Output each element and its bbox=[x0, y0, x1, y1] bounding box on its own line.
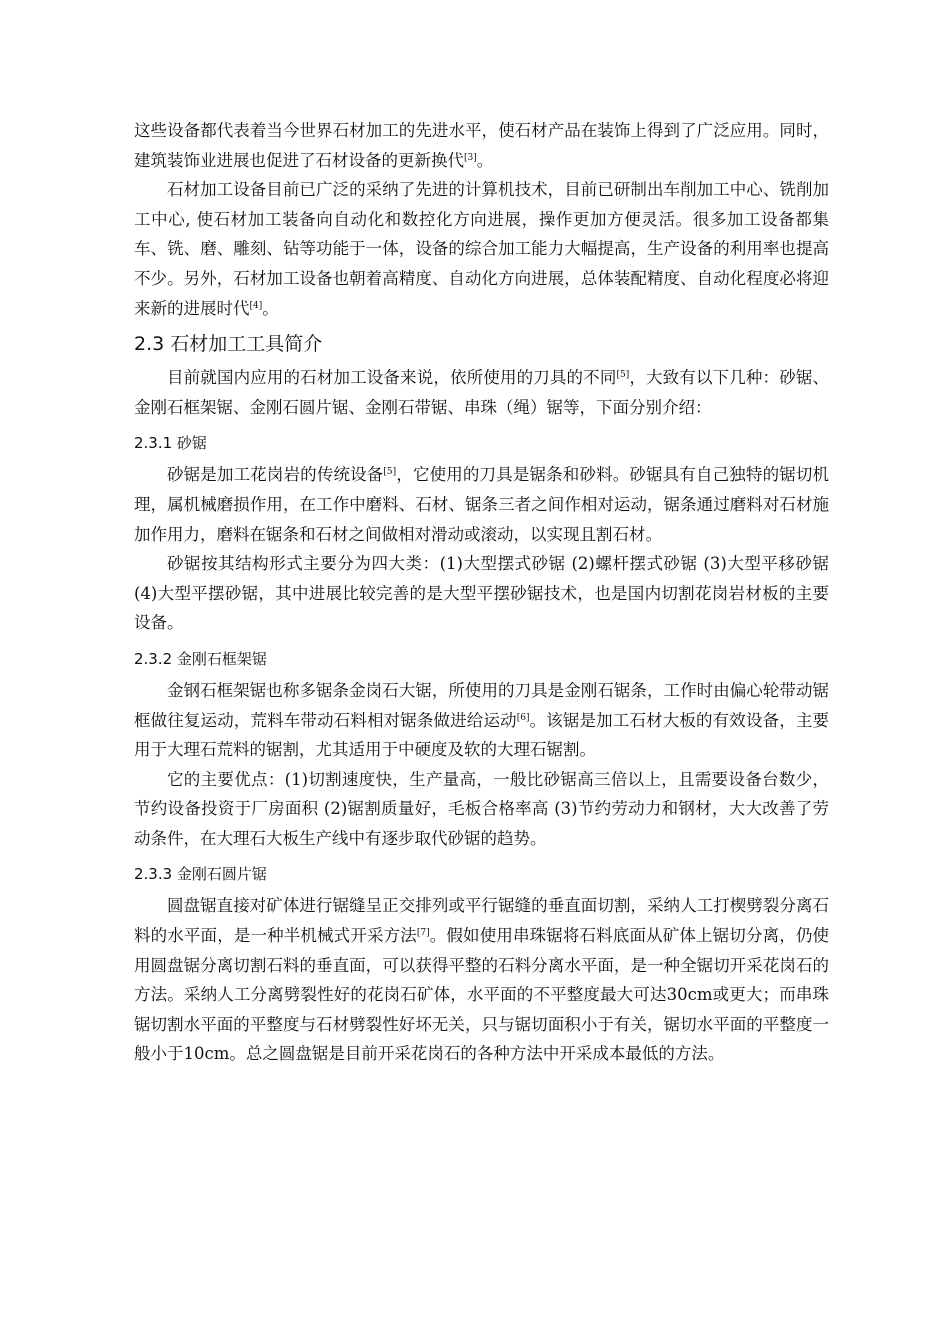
paragraph-5: 砂锯按其结构形式主要分为四大类：(1)大型摆式砂锯 (2)螺杆摆式砂锯 (3)大型平移砂锯 (4)大型平摆砂锯，其中进展比较完善的是大型平摆砂锯技术，也是国内切割花岗岩材板的主要设备。 bbox=[134, 554, 829, 633]
paragraph-6: 金钢石框架锯也称多锯条金岗石大锯，所使用的刀具是金刚石锯条，工作时由偏心轮带动锯框做往复运动，荒料车带动石料相对锯条做进给运动[6]。该锯是加工石材大板的有效设备，主要用于大理石荒料的锯割，尤其适用于中硬度及软的大理石锯割。 bbox=[134, 680, 830, 760]
citation-6: [6] bbox=[516, 712, 530, 723]
citation-5b: [5] bbox=[383, 467, 397, 478]
citation-3: [3] bbox=[464, 152, 477, 163]
paragraph-7: 它的主要优点：(1)切割速度快，生产量高，一般比砂锯高三倍以上，且需要设备台数少，节约设备投资于厂房面积 (2)锯割质量好，毛板合格率高 (3)节约劳动力和钢材，大大改善了劳动条件，在大理石大板生产线中有逐步取代砂锯的趋势。 bbox=[134, 769, 829, 848]
paragraph-3: 目前就国内应用的石材加工设备来说，依所使用的刀具的不同[5]，大致有以下几种：砂锯、金刚石框架锯、金刚石圆片锯、金刚石带锯、串珠（绳）锯等，下面分别介绍： bbox=[134, 368, 830, 417]
paragraph-8: 圆盘锯直接对矿体进行锯缝呈正交排列或平行锯缝的垂直面切割，采纳人工打楔劈裂分离石料的水平面，是一种半机械式开采方法[7]。假如使用串珠锯将石料底面从矿体上锯切分离，仍使用圆盘锯分离切割石料的垂直面，可以获得平整的石料分离水平面，是一种全锯切开采花岗石的方法。采纳人工分离劈裂性好的花岗石矿体，水平面的不平整度最大可达30cm或更大；而串珠锯切割水平面的平整度与石材劈裂性好坏无关，只与锯切面积小于有关，锯切水平面的平整度一般小于10cm。总之圆盘锯是目前开采花岗石的各种方法中开采成本最低的方法。 bbox=[134, 896, 830, 1064]
paragraph-4: 砂锯是加工花岗岩的传统设备[5]，它使用的刀具是锯条和砂料。砂锯具有自己独特的锯切机理，属机械磨损作用，在工作中磨料、石材、锯条三者之间作相对运动，锯条通过磨料对石材施加作用力，磨料在锯条和石材之间做相对滑动或滚动，以实现且割石材。 bbox=[134, 465, 830, 544]
subsection-heading-2-3-3: 2.3.3 金刚石圆片锯 bbox=[134, 865, 267, 884]
paragraph-1: 这些设备都代表着当今世界石材加工的先进水平，使石材产品在装饰上得到了广泛应用。同时，建筑装饰业进展也促进了石材设备的更新换代[3]。 bbox=[134, 121, 829, 170]
subsection-heading-2-3-2: 2.3.2 金刚石框架锯 bbox=[134, 649, 267, 668]
subsection-heading-2-3-1: 2.3.1 砂锯 bbox=[134, 434, 207, 453]
citation-5: [5] bbox=[616, 370, 630, 381]
citation-7: [7] bbox=[416, 928, 430, 939]
citation-4: [4] bbox=[249, 300, 263, 311]
document-body bbox=[134, 116, 829, 1069]
paragraph-2: 石材加工设备目前已广泛的采纳了先进的计算机技术，目前已研制出车削加工中心、铣削加工中心, 使石材加工装备向自动化和数控化方向进展，操作更加方便灵活。很多加工设备都集车、铣、磨、雕刻、钻等功能于一体，设备的综合加工能力大幅提高，生产设备的利用率也提高不少。另外，石材加工设备也朝着高精度、自动化方向进展，总体装配精度、自动化程度必将迎来新的进展时代[4]。 bbox=[134, 180, 829, 318]
section-heading-2-3: 2.3 石材加工工具简介 bbox=[134, 333, 323, 356]
